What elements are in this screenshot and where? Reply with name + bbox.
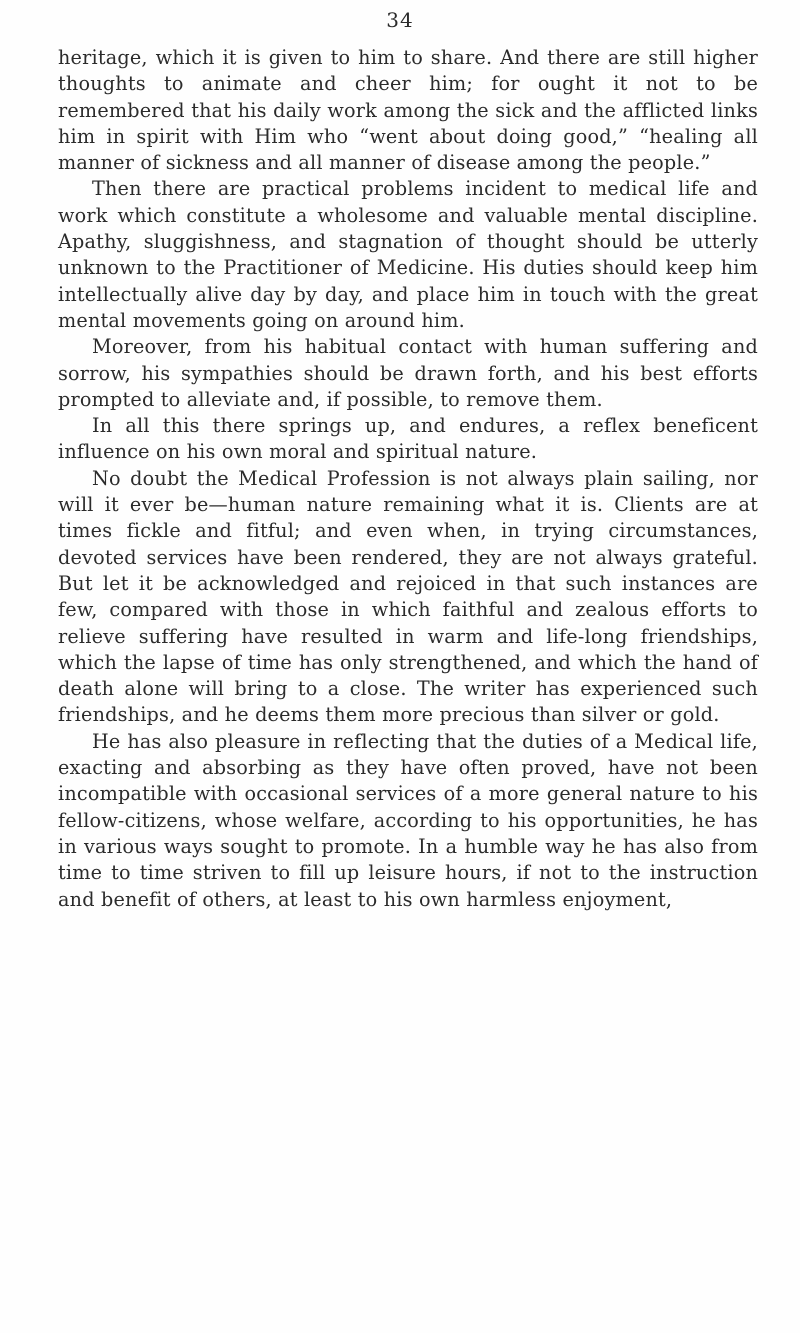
page-number: 34 bbox=[386, 8, 414, 32]
paragraph-5: No doubt the Medical Profession is not always plain sailing, nor will it ever be—human nature remaining what it is. Clients are at times fickle and fitful; and even when, in trying circumstances, devoted services have been rendered, they are not always grateful. But let it be acknowledged and rejoiced in that such instances are few, compared with those in which faithful and zealous efforts to relieve suffering have resulted in warm and life-long friendships, which the lapse of time has only strengthened, and which the hand of death alone will bring to a close. The writer has experienced such friendships, and he deems them more precious than silver or gold. bbox=[58, 466, 758, 727]
paragraph-6: He has also pleasure in reflecting that the duties of a Medical life, exacting and absorbing as they have often proved, have not been incompatible with occasional services of a more general nature to his fellow-citizens, whose welfare, according to his opportunities, he has in various ways sought to promote. In a humble way he has also from time to time striven to fill up leisure hours, if not to the instruction and benefit of others, at least to his own harmless enjoyment, bbox=[58, 729, 758, 911]
body-text bbox=[58, 45, 758, 913]
paragraph-3: Moreover, from his habitual contact with human suffering and sorrow, his sympathies should be drawn forth, and his best efforts prompted to alleviate and, if possible, to remove them. bbox=[58, 335, 758, 411]
paragraph-4: In all this there springs up, and endures, a reflex beneficent influence on his own moral and spiritual nature. bbox=[58, 414, 758, 464]
paragraph-2: Then there are practical problems incident to medical life and work which constitute a wholesome and valuable mental discipline. Apathy, sluggishness, and stagnation of thought should be utterly unknown to the Practitioner of Medicine. His duties should keep him intellectually alive day by day, and place him in touch with the great mental movements going on around him. bbox=[58, 177, 758, 332]
paragraph-1: heritage, which it is given to him to share. And there are still higher thoughts to animate and cheer him; for ought it not to be remembered that his daily work among the sick and the afflicted links him in spirit with Him who “went about doing good,” “healing all manner of sickness and all manner of disease among the people.” bbox=[58, 46, 758, 175]
